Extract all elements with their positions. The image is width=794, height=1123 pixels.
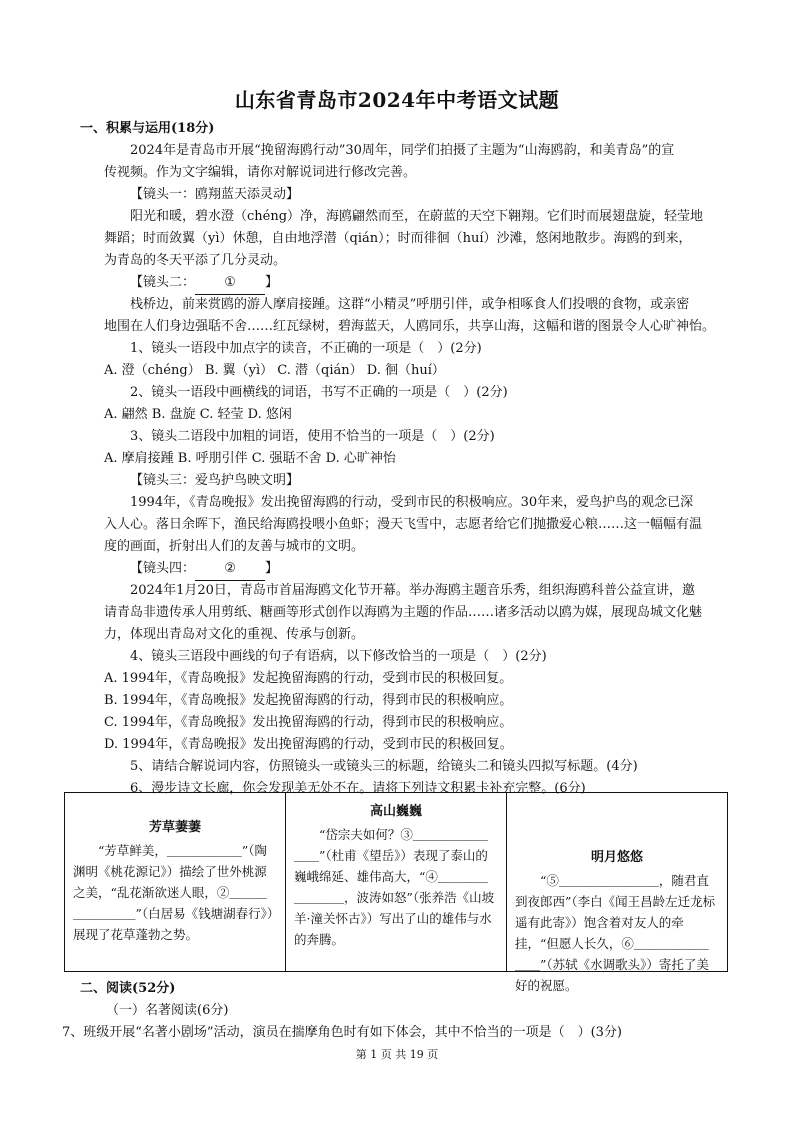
lens-1-paragraph-3: 为青岛的冬天平添了几分灵动。 xyxy=(104,253,287,268)
lens-4-suffix: 】 xyxy=(265,561,279,576)
question-6: 6、漫步诗文长廊，你会发现美无处不在。请将下列诗文积累卡补充完整。(6分) xyxy=(130,781,586,796)
lens-4-blank: ② xyxy=(195,558,265,581)
poetry-card-2-text: “岱宗夫如何？③＿＿＿＿＿＿＿＿”（杜甫《望岳》）表现了泰山的巍峨绵延、雄伟高大，“④＿＿＿＿＿＿＿＿，波涛如怒”（张养浩《山坡羊·潼关怀古》）写出了山的雄伟与水的奔腾。 xyxy=(294,827,495,947)
poetry-card-1 xyxy=(65,793,286,971)
section-2-subheading: （一）名著阅读(6分) xyxy=(106,1003,229,1018)
lens-2-prefix: 【镜头二： xyxy=(130,275,196,290)
poetry-card-2-title: 高山巍巍 xyxy=(369,804,422,819)
question-1: 1、镜头一语段中加点字的读音，不正确的一项是（ ）(2分) xyxy=(130,341,482,356)
lens-1-title: 【镜头一：鸥翔蓝天添灵动】 xyxy=(130,187,300,202)
lens-2-suffix: 】 xyxy=(265,275,279,290)
question-2: 2、镜头一语段中画横线的词语，书写不正确的一项是（ ）(2分) xyxy=(130,385,508,400)
question-1-options: A. 澄（chéng） B. 翼（yì） C. 潜（qián） D. 徊（huí） xyxy=(104,363,445,378)
poetry-card-1-text: “芳草鲜美，＿＿＿＿＿＿”（陶渊明《桃花源记》）描绘了世外桃源之美，“乱花渐欲迷人眼，②＿＿＿＿＿＿＿＿”（白居易《钱塘湖春行》）展现了花草蓬勃之势。 xyxy=(73,843,274,942)
intro-line-2: 传视频。作为文字编辑，请你对解说词进行修改完善。 xyxy=(104,165,417,180)
lens-3-paragraph-2: 入人心。落日余晖下，渔民给海鸥投喂小鱼虾；漫天飞雪中，志愿者给它们抛撒爱心粮……这一幅幅有温 xyxy=(104,517,703,532)
poetry-card-3-title: 明月悠悠 xyxy=(590,850,643,865)
page-footer: 第 1 页 共 19 页 xyxy=(355,1048,439,1061)
lens-3-paragraph-3: 度的画面，折射出人们的友善与城市的文明。 xyxy=(104,539,365,554)
section-1-heading: 一、积累与运用(18分) xyxy=(80,121,215,136)
lens-3-paragraph-1: 1994年，《青岛晚报》发出挽留海鸥的行动，受到市民的积极响应。30年来，爱鸟护鸟的观念已深 xyxy=(130,495,694,510)
poetry-card-3 xyxy=(507,793,727,993)
question-5: 5、请结合解说词内容，仿照镜头一或镜头三的标题，给镜头二和镜头四拟写标题。(4分) xyxy=(130,759,638,774)
lens-1-paragraph-1: 阳光和暖，碧水澄（chéng）净，海鸥翩然而至，在蔚蓝的天空下翱翔。它们时而展翅盘旋，轻莹地 xyxy=(130,209,704,224)
page-title: 山东省青岛市2024年中考语文试题 xyxy=(234,88,560,112)
question-7: 7、班级开展“名著小剧场”活动，演员在揣摩角色时有如下体会，其中不恰当的一项是（ ）(3分) xyxy=(62,1025,622,1040)
question-4: 4、镜头三语段中画线的句子有语病，以下修改恰当的一项是（ ）(2分) xyxy=(130,649,547,664)
poetry-card-1-title: 芳草萋萋 xyxy=(148,820,201,835)
section-2 xyxy=(62,978,736,1044)
poetry-card-3-text: “⑤＿＿＿＿＿＿＿＿，随君直到夜郎西”（李白《闻王昌龄左迁龙标遥有此寄》）饱含着对友人的牵挂，“但愿人长久，⑥＿＿＿＿＿＿＿＿”（苏轼《水调歌头》）寄托了美好的祝愿。 xyxy=(515,873,716,993)
lens-4-paragraph-1: 2024年1月20日，青岛市首届海鸥文化节开幕。举办海鸥主题音乐秀，组织海鸥科普公益宣讲，邀 xyxy=(130,583,695,598)
question-3: 3、镜头二语段中加粗的词语，使用不恰当的一项是（ ）(2分) xyxy=(130,429,495,444)
lens-4-prefix: 【镜头四： xyxy=(130,561,196,576)
question-4-option-b: B. 1994年，《青岛晚报》发起挽留海鸥的行动，得到市民的积极响应。 xyxy=(104,693,513,708)
lens-4-paragraph-2: 请青岛非遗传承人用剪纸、糖画等形式创作以海鸥为主题的作品……诸多活动以鸥为媒，展现岛城文化魅 xyxy=(104,605,703,620)
question-4-option-a: A. 1994年，《青岛晚报》发起挽留海鸥的行动，受到市民的积极回复。 xyxy=(104,671,513,686)
question-3-options: A. 摩肩接踵 B. 呼朋引伴 C. 强聒不舍 D. 心旷神怡 xyxy=(104,451,396,466)
lens-2-paragraph-2: 地围在人们身边强聒不舍……红瓦绿树，碧海蓝天，人鸥同乐，共享山海，这幅和谐的图景令人心旷神怡。 xyxy=(104,319,716,334)
section-2-heading: 二、阅读(52分) xyxy=(80,981,176,996)
section-1 xyxy=(80,118,724,800)
lens-2-blank: ① xyxy=(195,272,265,295)
lens-4-title xyxy=(104,558,724,580)
lens-3-title: 【镜头三：爱鸟护鸟映文明】 xyxy=(130,473,300,488)
question-4-option-d: D. 1994年，《青岛晚报》发出挽留海鸥的行动，受到市民的积极回复。 xyxy=(104,737,513,752)
question-2-options: A. 翩然 B. 盘旋 C. 轻莹 D. 悠闲 xyxy=(104,407,292,422)
question-4-option-c: C. 1994年，《青岛晚报》发出挽留海鸥的行动，得到市民的积极响应。 xyxy=(104,715,513,730)
poetry-card-2 xyxy=(286,793,507,971)
lens-2-title xyxy=(104,272,724,294)
lens-1-paragraph-2: 舞蹈；时而敛翼（yì）休憩，自由地浮潜（qián）；时而徘徊（huí）沙滩，悠闲地散步。海鸥的到来， xyxy=(104,231,692,246)
intro-line-1: 2024年是青岛市开展“挽留海鸥行动”30周年，同学们拍摄了主题为“山海鸥韵，和美青岛”的宣 xyxy=(130,143,675,158)
lens-4-paragraph-3: 力，体现出青岛对文化的重视、传承与创新。 xyxy=(104,627,365,642)
lens-2-paragraph-1: 栈桥边，前来赏鸥的游人摩肩接踵。这群“小精灵”呼朋引伴，或争相啄食人们投喂的食物，或亲密 xyxy=(130,297,690,312)
